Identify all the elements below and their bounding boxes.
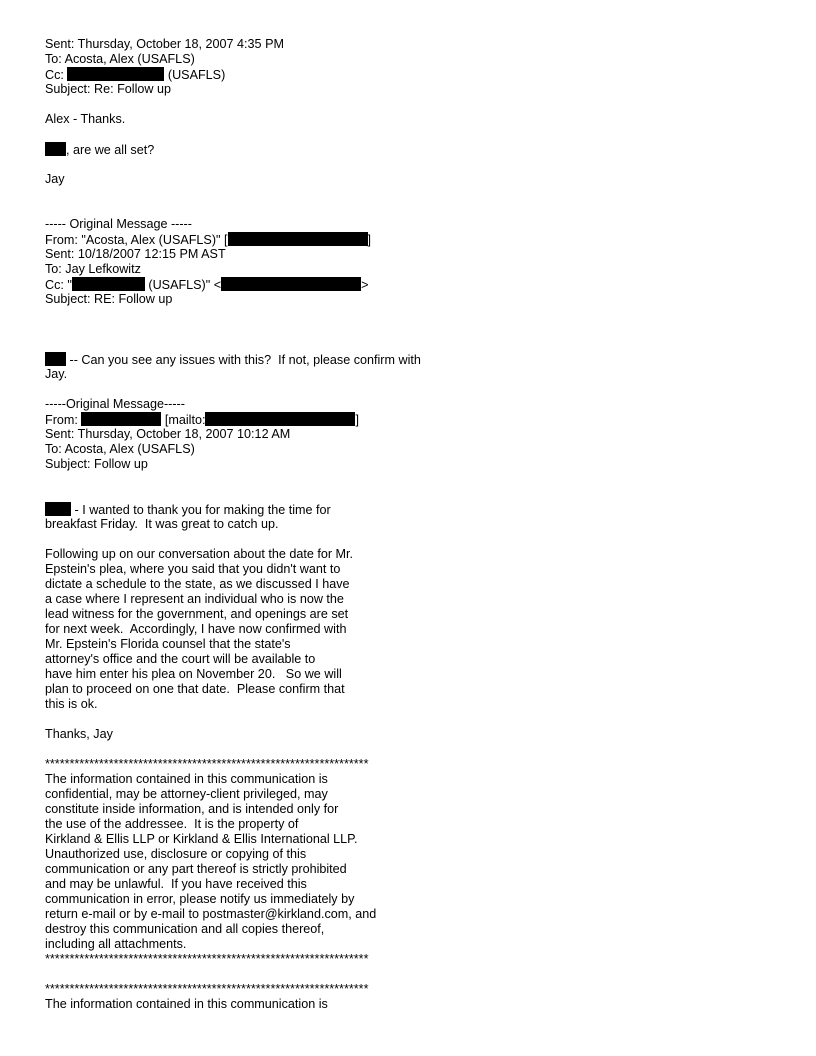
header-cc xyxy=(45,67,805,82)
disclaimer-line: communication in error, please notify us immediately by xyxy=(45,892,355,906)
redaction-box xyxy=(67,67,164,81)
orig1-cc-middle: (USAFLS)" < xyxy=(144,278,222,292)
orig2-para2 xyxy=(45,547,805,712)
orig2-separator: -----Original Message----- xyxy=(45,397,185,411)
redaction-box xyxy=(45,352,66,366)
header-subject: Subject: Re: Follow up xyxy=(45,82,171,96)
redaction-box xyxy=(45,502,71,516)
orig1-separator: ----- Original Message ----- xyxy=(45,217,192,231)
disclaimer-line: return e-mail or by e-mail to postmaster@kirkland.com, and xyxy=(45,907,377,921)
header-sent: Sent: Thursday, October 18, 2007 4:35 PM xyxy=(45,37,284,51)
orig2-from-prefix: From: xyxy=(45,413,82,427)
disclaimer-stars: ****************************************************************** xyxy=(45,982,369,996)
email-document xyxy=(45,37,805,1012)
orig2-from-middle: [mailto: xyxy=(161,413,206,427)
orig1-cc-suffix: > xyxy=(361,278,369,292)
orig1-cc-prefix: Cc: " xyxy=(45,278,72,292)
reply-question-text: , are we all set? xyxy=(66,143,155,157)
original-message-1 xyxy=(45,217,805,382)
disclaimer-stars: ****************************************************************** xyxy=(45,952,369,966)
redaction-box xyxy=(221,277,361,291)
paragraph-line: for next week. Accordingly, I have now confirmed with xyxy=(45,622,347,636)
redaction-box xyxy=(45,142,66,156)
disclaimer-line: destroy this communication and all copies thereof, xyxy=(45,922,325,936)
paragraph-line: Mr. Epstein's Florida counsel that the state's xyxy=(45,637,291,651)
redaction-box xyxy=(72,277,145,291)
orig1-subject: Subject: RE: Follow up xyxy=(45,292,173,306)
reply-greeting: Alex - Thanks. xyxy=(45,112,126,126)
orig1-from-suffix: ] xyxy=(367,233,371,247)
redaction-box xyxy=(228,232,368,246)
paragraph-line: dictate a schedule to the state, as we discussed I have xyxy=(45,577,350,591)
disclaimer-line: Unauthorized use, disclosure or copying of this xyxy=(45,847,307,861)
orig1-from-prefix: From: "Acosta, Alex (USAFLS)" [ xyxy=(45,233,228,247)
disclaimer-line: Kirkland & Ellis LLP or Kirkland & Ellis International LLP. xyxy=(45,832,358,846)
disclaimer-line: The information contained in this communication is xyxy=(45,997,328,1011)
orig1-body-text: -- Can you see any issues with this? If not, please confirm with xyxy=(66,353,421,367)
cc-suffix: (USAFLS) xyxy=(164,68,226,82)
orig1-to: To: Jay Lefkowitz xyxy=(45,262,141,276)
disclaimer-line: confidential, may be attorney-client privileged, may xyxy=(45,787,328,801)
disclaimer-line: including all attachments. xyxy=(45,937,187,951)
orig2-sent: Sent: Thursday, October 18, 2007 10:12 AM xyxy=(45,427,291,441)
cc-prefix: Cc: xyxy=(45,68,68,82)
orig2-para1-line: breakfast Friday. It was great to catch up. xyxy=(45,517,279,531)
paragraph-line: plan to proceed on one that date. Please confirm that xyxy=(45,682,345,696)
paragraph-line: this is ok. xyxy=(45,697,98,711)
orig2-from-suffix: ] xyxy=(355,413,359,427)
disclaimer-line: the use of the addressee. It is the property of xyxy=(45,817,299,831)
email-header xyxy=(45,37,805,97)
disclaimer-line: The information contained in this communication is xyxy=(45,772,328,786)
paragraph-line: a case where I represent an individual who is now the xyxy=(45,592,344,606)
header-to: To: Acosta, Alex (USAFLS) xyxy=(45,52,195,66)
paragraph-line: Epstein's plea, where you said that you didn't want to xyxy=(45,562,341,576)
orig2-para1-line xyxy=(45,502,805,517)
orig1-from xyxy=(45,232,805,247)
disclaimer-line: communication or any part thereof is strictly prohibited xyxy=(45,862,347,876)
orig2-to: To: Acosta, Alex (USAFLS) xyxy=(45,442,195,456)
orig2-closing: Thanks, Jay xyxy=(45,727,113,741)
orig2-from xyxy=(45,412,805,427)
disclaimer-line: constitute inside information, and is intended only for xyxy=(45,802,339,816)
orig1-body-line1 xyxy=(45,352,805,367)
redaction-box xyxy=(205,412,355,426)
original-message-2 xyxy=(45,397,805,742)
disclaimer-line: and may be unlawful. If you have received this xyxy=(45,877,307,891)
paragraph-line: Following up on our conversation about the date for Mr. xyxy=(45,547,354,561)
orig1-sent: Sent: 10/18/2007 12:15 PM AST xyxy=(45,247,226,261)
orig2-para1-text: - I wanted to thank you for making the time for xyxy=(71,503,331,517)
orig2-subject: Subject: Follow up xyxy=(45,457,148,471)
paragraph-line: attorney's office and the court will be available to xyxy=(45,652,316,666)
reply-signoff: Jay xyxy=(45,172,65,186)
paragraph-line: have him enter his plea on November 20. So we will xyxy=(45,667,342,681)
orig1-body-line2: Jay. xyxy=(45,367,68,381)
disclaimer xyxy=(45,757,805,1012)
orig1-cc xyxy=(45,277,805,292)
redaction-box xyxy=(81,412,161,426)
disclaimer-stars: ****************************************************************** xyxy=(45,757,369,771)
reply-question xyxy=(45,142,805,157)
paragraph-line: lead witness for the government, and openings are set xyxy=(45,607,349,621)
